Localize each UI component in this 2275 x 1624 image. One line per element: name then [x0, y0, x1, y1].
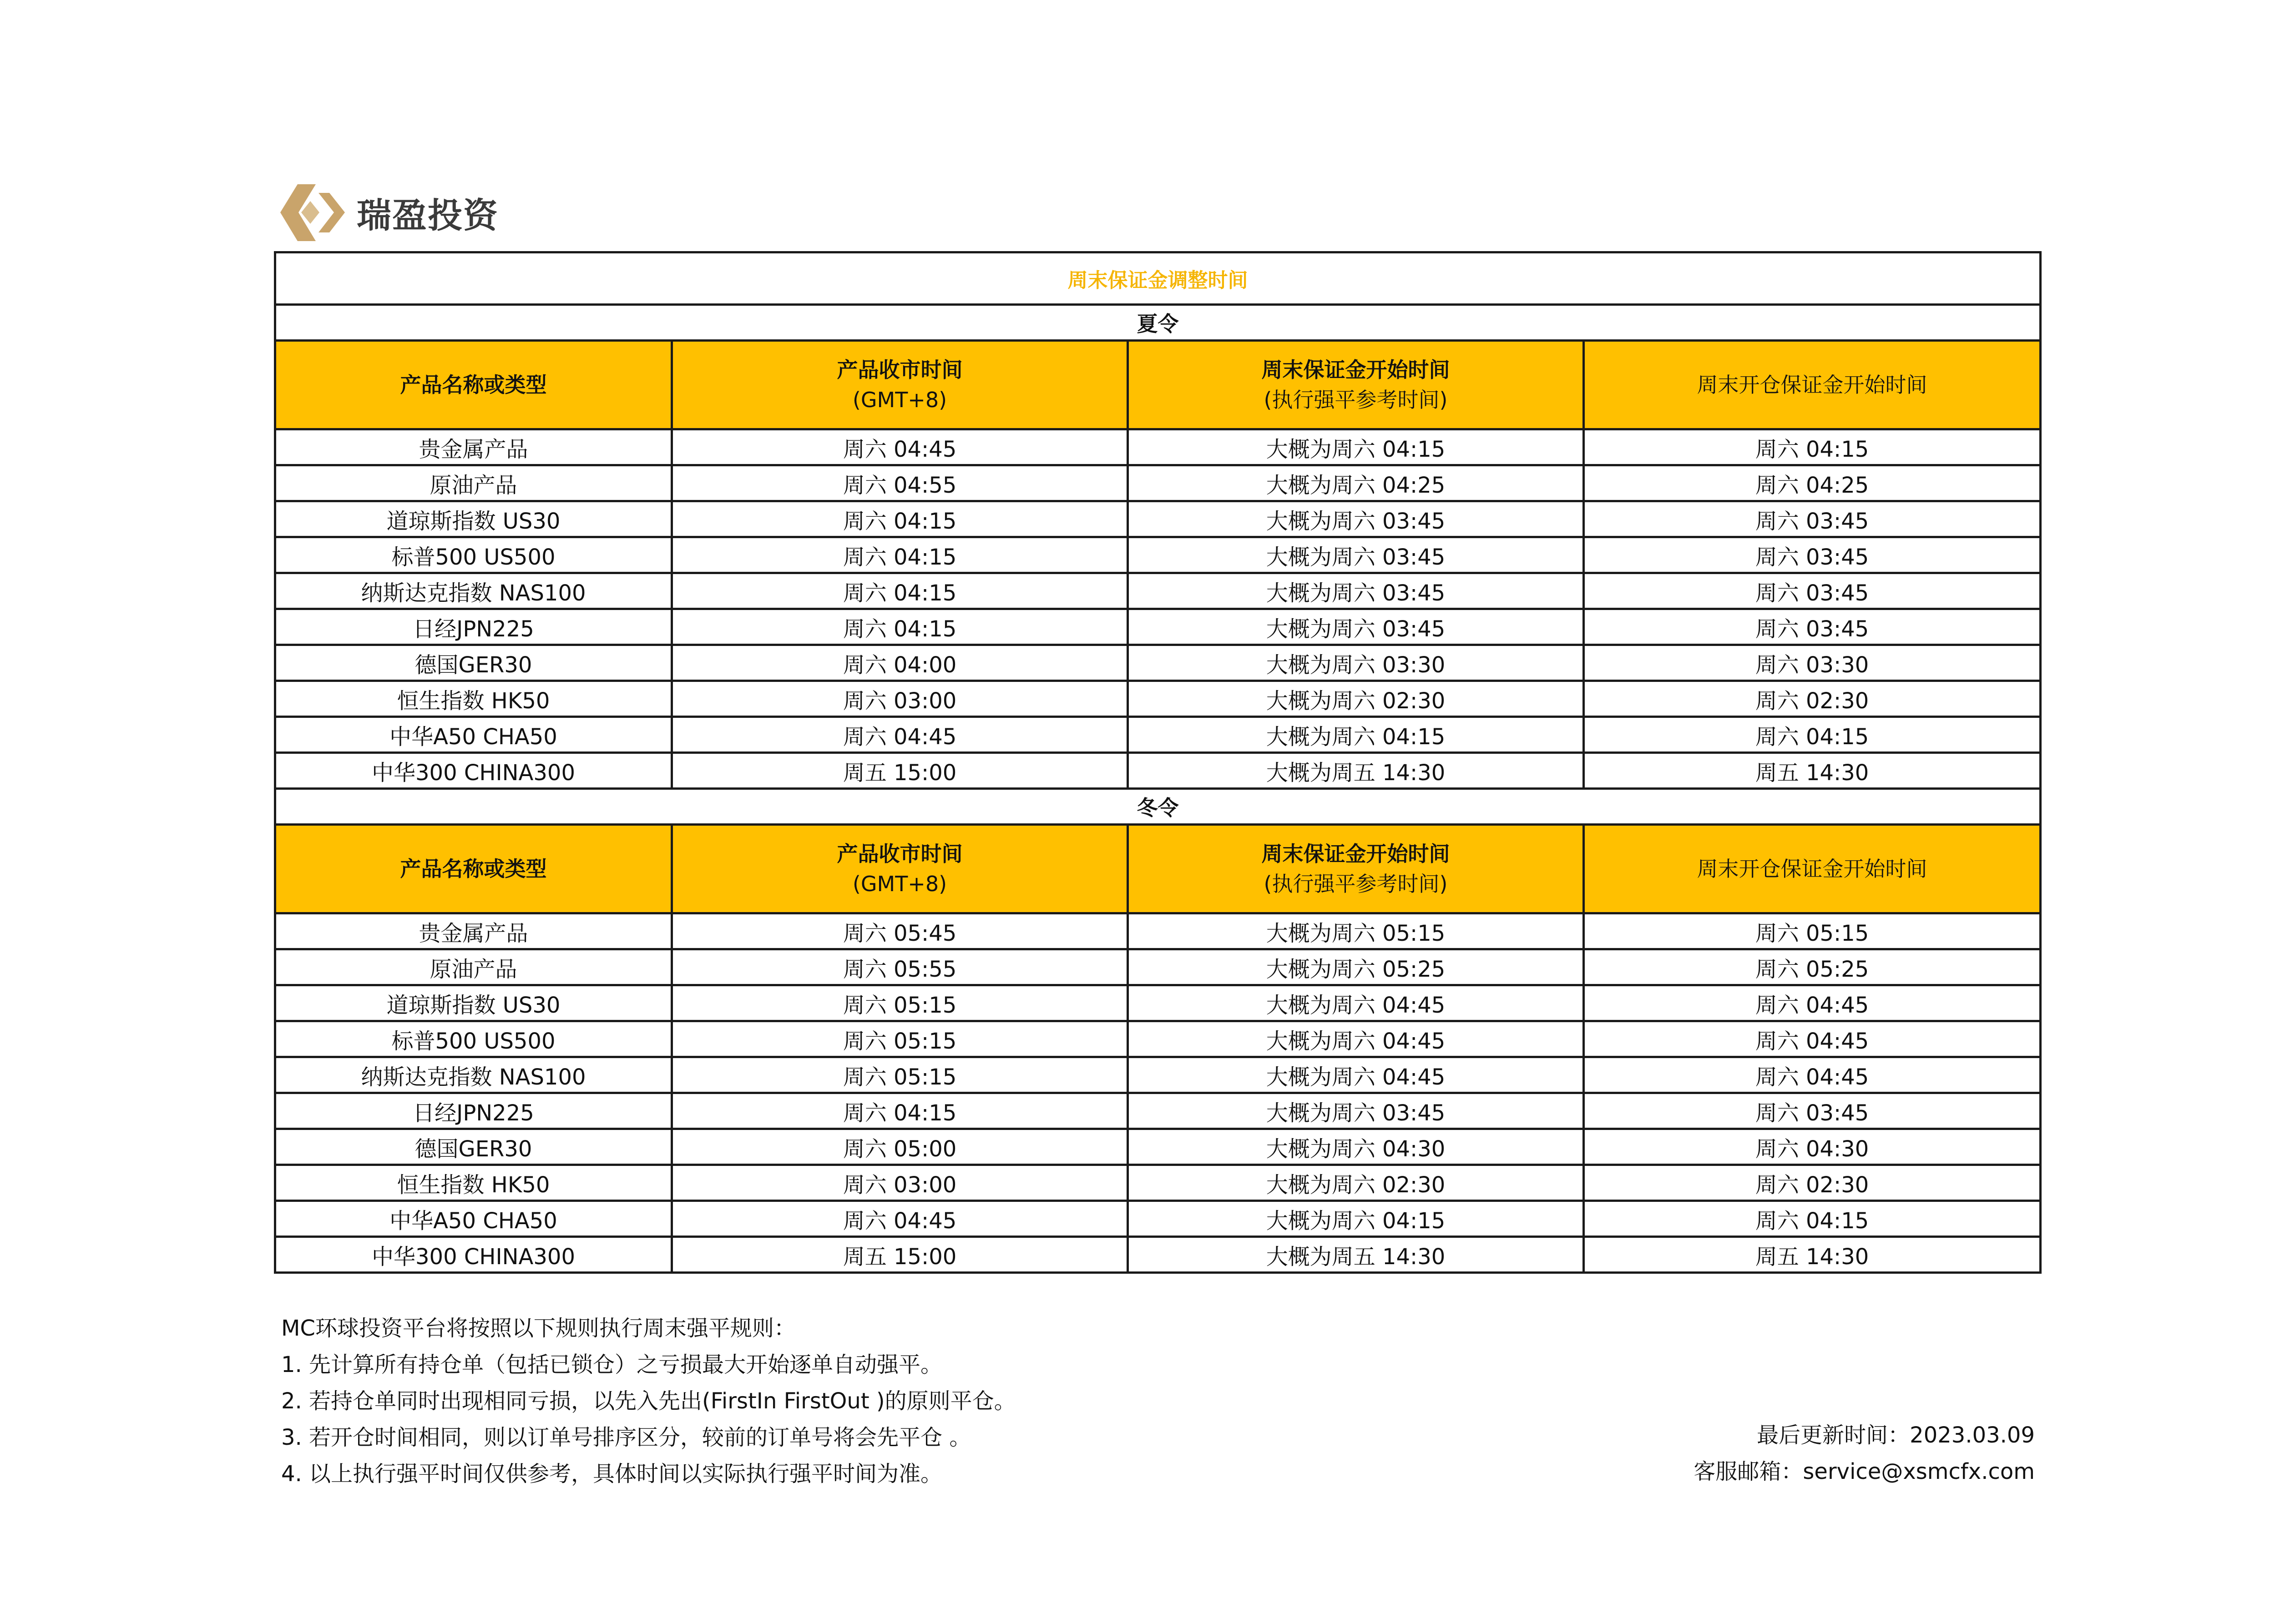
table-row: [275, 645, 2041, 681]
table-row: [275, 573, 2041, 609]
cell-margin-start: 大概为周六 03:45: [1128, 1093, 1584, 1129]
cell-open-margin-start: 周六 04:15: [1584, 717, 2041, 753]
cell-open-margin-start: 周六 04:45: [1584, 1021, 2041, 1057]
table-title: 周末保证金调整时间: [275, 252, 2041, 305]
header-margin-start-note: (执行强平参考时间): [1264, 872, 1448, 896]
cell-margin-start: 大概为周六 03:30: [1128, 645, 1584, 681]
season-row: [275, 789, 2041, 825]
cell-open-margin-start: 周六 02:30: [1584, 1165, 2041, 1201]
cell-open-margin-start: 周六 05:15: [1584, 913, 2041, 949]
last-updated: 最后更新时间：2023.03.09: [1757, 1422, 2035, 1448]
table-row: [275, 949, 2041, 985]
cell-close-time: 周六 05:55: [672, 949, 1128, 985]
cell-open-margin-start: 周六 04:45: [1584, 1057, 2041, 1093]
rule-item: 1. 先计算所有持仓单（包括已锁仓）之亏损最大开始逐单自动强平。: [281, 1352, 943, 1377]
cell-close-time: 周六 05:00: [672, 1129, 1128, 1165]
margin-schedule-table: [274, 251, 2042, 1274]
table-row: [275, 985, 2041, 1021]
cell-margin-start: 大概为周六 03:45: [1128, 501, 1584, 537]
cell-product: 德国GER30: [275, 1129, 672, 1165]
cell-close-time: 周六 04:15: [672, 501, 1128, 537]
cell-open-margin-start: 周六 03:45: [1584, 501, 2041, 537]
cell-close-time: 周六 05:45: [672, 913, 1128, 949]
cell-margin-start: 大概为周六 04:30: [1128, 1129, 1584, 1165]
cell-product: 纳斯达克指数 NAS100: [275, 573, 672, 609]
table-row: [275, 465, 2041, 501]
rule-item: 4. 以上执行强平时间仅供参考，具体时间以实际执行强平时间为准。: [281, 1461, 943, 1487]
cell-product: 中华300 CHINA300: [275, 753, 672, 789]
table-row: [275, 1129, 2041, 1165]
table-row: [275, 609, 2041, 645]
table-row: [275, 1057, 2041, 1093]
table-row: [275, 501, 2041, 537]
cell-close-time: 周六 04:15: [672, 1093, 1128, 1129]
season-label: 冬令: [275, 789, 2041, 825]
table-row: [275, 1237, 2041, 1273]
table-row: [275, 913, 2041, 949]
cell-close-time: 周六 04:15: [672, 573, 1128, 609]
cell-open-margin-start: 周五 14:30: [1584, 1237, 2041, 1273]
rules-intro: MC环球投资平台将按照以下规则执行周末强平规则：: [281, 1316, 796, 1341]
cell-margin-start: 大概为周五 14:30: [1128, 1237, 1584, 1273]
cell-margin-start: 大概为周六 04:45: [1128, 1021, 1584, 1057]
cell-product: 贵金属产品: [275, 429, 672, 465]
season-row: [275, 305, 2041, 341]
cell-margin-start: 大概为周六 05:25: [1128, 949, 1584, 985]
header-close-time-zone: (GMT+8): [852, 388, 947, 412]
cell-open-margin-start: 周六 05:25: [1584, 949, 2041, 985]
rule-item: 3. 若开仓时间相同，则以订单号排序区分，较前的订单号将会先平仓 。: [281, 1425, 971, 1450]
cell-product: 中华A50 CHA50: [275, 1201, 672, 1237]
header-margin-start-label: 周末保证金开始时间: [1261, 842, 1450, 866]
cell-product: 道琼斯指数 US30: [275, 501, 672, 537]
header-product: 产品名称或类型: [275, 825, 672, 913]
table-row: [275, 429, 2041, 465]
cell-margin-start: 大概为周六 03:45: [1128, 609, 1584, 645]
cell-open-margin-start: 周六 03:45: [1584, 537, 2041, 573]
table-row: [275, 1201, 2041, 1237]
table-row: [275, 1093, 2041, 1129]
cell-close-time: 周六 04:45: [672, 717, 1128, 753]
table-row: [275, 717, 2041, 753]
cell-margin-start: 大概为周六 02:30: [1128, 681, 1584, 717]
header-product: 产品名称或类型: [275, 341, 672, 429]
cell-margin-start: 大概为周六 04:15: [1128, 717, 1584, 753]
header-close-time-zone: (GMT+8): [852, 872, 947, 896]
cell-open-margin-start: 周六 04:15: [1584, 1201, 2041, 1237]
cell-close-time: 周六 05:15: [672, 985, 1128, 1021]
cell-open-margin-start: 周六 04:30: [1584, 1129, 2041, 1165]
cell-product: 恒生指数 HK50: [275, 1165, 672, 1201]
header-close-time-label: 产品收市时间: [837, 358, 963, 382]
table-row: [275, 753, 2041, 789]
cell-open-margin-start: 周六 04:45: [1584, 985, 2041, 1021]
cell-product: 道琼斯指数 US30: [275, 985, 672, 1021]
header-row: [275, 341, 2041, 429]
cell-product: 中华300 CHINA300: [275, 1237, 672, 1273]
cell-margin-start: 大概为周六 04:25: [1128, 465, 1584, 501]
cell-product: 贵金属产品: [275, 913, 672, 949]
cell-product: 纳斯达克指数 NAS100: [275, 1057, 672, 1093]
cell-product: 日经JPN225: [275, 609, 672, 645]
cell-close-time: 周六 05:15: [672, 1057, 1128, 1093]
header-open-margin-start: 周末开仓保证金开始时间: [1584, 825, 2041, 913]
cell-close-time: 周六 04:45: [672, 1201, 1128, 1237]
cell-margin-start: 大概为周六 04:15: [1128, 1201, 1584, 1237]
cell-close-time: 周六 03:00: [672, 1165, 1128, 1201]
header-close-time: [672, 341, 1128, 429]
table-row: [275, 1021, 2041, 1057]
cell-margin-start: 大概为周六 04:45: [1128, 1057, 1584, 1093]
cell-margin-start: 大概为周六 03:45: [1128, 573, 1584, 609]
cell-close-time: 周六 03:00: [672, 681, 1128, 717]
cell-margin-start: 大概为周五 14:30: [1128, 753, 1584, 789]
cell-product: 标普500 US500: [275, 537, 672, 573]
header-close-time: [672, 825, 1128, 913]
cell-product: 标普500 US500: [275, 1021, 672, 1057]
diamond-logo-icon: [278, 182, 347, 243]
cell-open-margin-start: 周六 04:15: [1584, 429, 2041, 465]
cell-product: 日经JPN225: [275, 1093, 672, 1129]
header-margin-start-label: 周末保证金开始时间: [1261, 358, 1450, 382]
cell-product: 德国GER30: [275, 645, 672, 681]
service-email: 客服邮箱：service@xsmcfx.com: [1694, 1459, 2035, 1484]
cell-open-margin-start: 周五 14:30: [1584, 753, 2041, 789]
cell-open-margin-start: 周六 02:30: [1584, 681, 2041, 717]
header-margin-start-note: (执行强平参考时间): [1264, 388, 1448, 412]
cell-margin-start: 大概为周六 02:30: [1128, 1165, 1584, 1201]
cell-open-margin-start: 周六 03:45: [1584, 1093, 2041, 1129]
cell-close-time: 周五 15:00: [672, 753, 1128, 789]
cell-close-time: 周六 04:15: [672, 537, 1128, 573]
cell-close-time: 周六 04:45: [672, 429, 1128, 465]
cell-close-time: 周六 04:00: [672, 645, 1128, 681]
cell-product: 中华A50 CHA50: [275, 717, 672, 753]
cell-close-time: 周六 04:55: [672, 465, 1128, 501]
table-row: [275, 1165, 2041, 1201]
cell-close-time: 周五 15:00: [672, 1237, 1128, 1273]
cell-open-margin-start: 周六 03:30: [1584, 645, 2041, 681]
cell-open-margin-start: 周六 04:25: [1584, 465, 2041, 501]
rule-item: 2. 若持仓单同时出现相同亏损，以先入先出(FirstIn FirstOut )的原则平仓。: [281, 1388, 1016, 1414]
header-close-time-label: 产品收市时间: [837, 842, 963, 866]
brand-logo: [278, 182, 499, 243]
table-title-row: [275, 252, 2041, 305]
cell-product: 原油产品: [275, 465, 672, 501]
cell-open-margin-start: 周六 03:45: [1584, 609, 2041, 645]
cell-margin-start: 大概为周六 04:15: [1128, 429, 1584, 465]
header-margin-start: [1128, 825, 1584, 913]
brand-name: 瑞盈投资: [357, 195, 499, 236]
header-open-margin-start: 周末开仓保证金开始时间: [1584, 341, 2041, 429]
table-row: [275, 681, 2041, 717]
cell-margin-start: 大概为周六 04:45: [1128, 985, 1584, 1021]
footer-meta: [1694, 1417, 2035, 1490]
cell-open-margin-start: 周六 03:45: [1584, 573, 2041, 609]
cell-margin-start: 大概为周六 05:15: [1128, 913, 1584, 949]
header-margin-start: [1128, 341, 1584, 429]
cell-product: 恒生指数 HK50: [275, 681, 672, 717]
cell-close-time: 周六 05:15: [672, 1021, 1128, 1057]
season-label: 夏令: [275, 305, 2041, 341]
header-row: [275, 825, 2041, 913]
table-row: [275, 537, 2041, 573]
cell-product: 原油产品: [275, 949, 672, 985]
cell-close-time: 周六 04:15: [672, 609, 1128, 645]
cell-margin-start: 大概为周六 03:45: [1128, 537, 1584, 573]
rules-notes: [281, 1310, 1016, 1492]
